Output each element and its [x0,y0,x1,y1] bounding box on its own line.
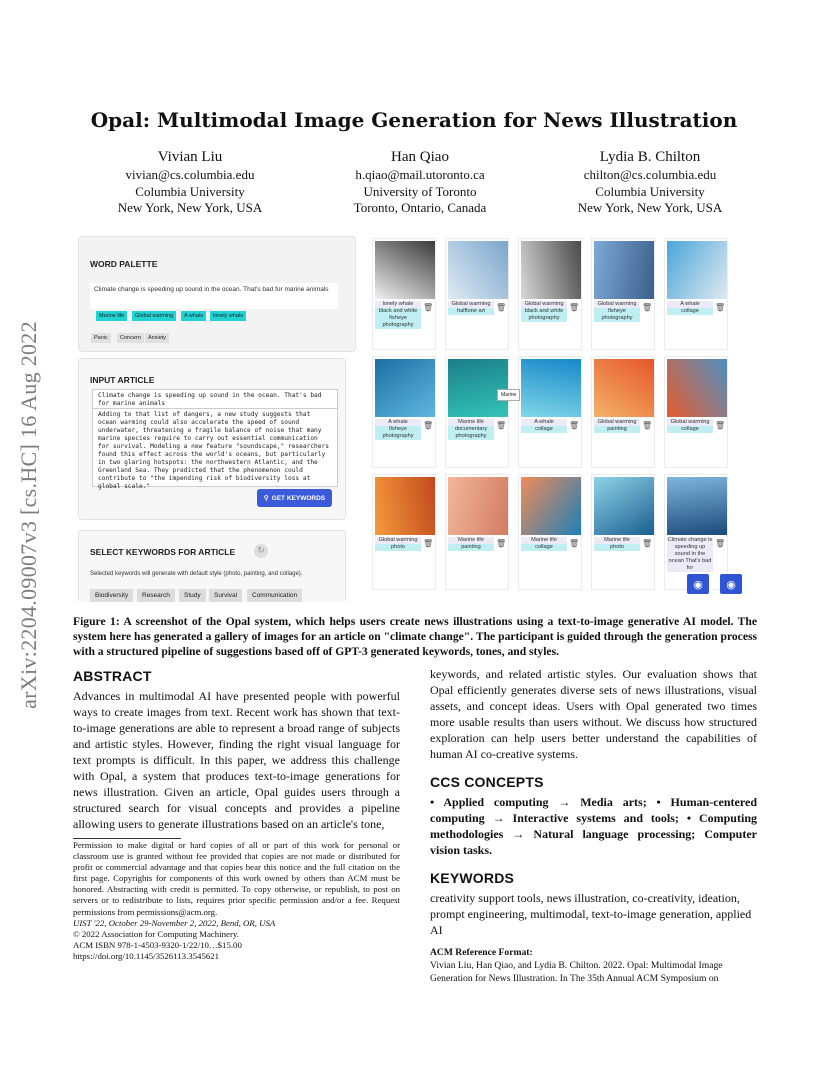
image-style: collage [521,426,567,433]
image-label [521,301,567,322]
generated-image[interactable] [667,241,727,299]
trash-icon[interactable]: 🗑 [423,303,434,312]
get-keywords-button[interactable] [257,489,332,507]
image-label [667,301,713,315]
image-keyword: Global warming [594,419,640,426]
keyword-chip[interactable]: Marine life [96,311,127,321]
generated-image[interactable] [667,477,727,535]
footnote-rule [73,838,181,839]
image-label [521,419,567,433]
image-gallery [372,238,758,602]
figure-screenshot [78,236,758,602]
gallery-card[interactable] [664,474,728,590]
image-label [375,301,421,329]
keywords-heading: KEYWORDS [430,870,515,886]
image-label [594,301,640,322]
image-keyword: Marine life [594,537,640,544]
keyword-tab[interactable]: Survival [209,589,242,602]
tooltip: Marine [497,389,520,401]
abstract-heading: ABSTRACT [73,668,152,684]
gallery-card[interactable] [591,474,655,590]
gallery-card[interactable] [518,356,582,468]
refresh-icon[interactable]: ↻ [254,544,268,558]
right-column [430,666,757,985]
image-keyword: Global warming [594,301,640,308]
trash-icon[interactable]: 🗑 [715,303,726,312]
magic-wand-icon: ⚲ [263,495,269,502]
generated-image[interactable] [448,359,508,417]
image-label [448,537,494,551]
author-location: New York, New York, USA [117,200,263,215]
gallery-card[interactable] [372,238,436,350]
author-name: Lydia B. Chilton [599,149,701,165]
generated-image[interactable] [375,241,435,299]
trash-icon[interactable]: 🗑 [642,303,653,312]
input-article-header: INPUT ARTICLE [90,375,155,385]
word-palette-prompt[interactable]: Climate change is speeding up sound in the ocean. That's bad for marine animals [90,283,338,309]
generated-image[interactable] [594,477,654,535]
trash-icon[interactable]: 🗑 [496,303,507,312]
image-style: collage [521,544,567,551]
image-style: black and white photography [521,308,567,322]
generated-image[interactable] [375,477,435,535]
paper-title: Opal: Multimodal Image Generation for News Illustration [90,108,738,132]
keyword-chip[interactable]: Global warming [132,311,176,321]
author [540,148,760,217]
select-keywords-panel [78,530,346,602]
ccs-heading: CCS CONCEPTS [430,774,544,790]
image-label [448,419,494,440]
author [80,148,300,217]
trash-icon[interactable]: 🗑 [423,539,434,548]
trash-icon[interactable]: 🗑 [496,539,507,548]
generated-image[interactable] [594,359,654,417]
tone-chip[interactable]: Anxiety [145,333,169,343]
image-keyword: A whale [521,419,567,426]
tone-chip[interactable]: Panic [91,333,111,343]
image-keyword: A whale [667,301,713,308]
gallery-card[interactable] [591,356,655,468]
word-palette-header: WORD PALETTE [90,259,158,269]
trash-icon[interactable]: 🗑 [423,421,434,430]
generated-image[interactable] [375,359,435,417]
trash-icon[interactable]: 🗑 [642,421,653,430]
input-article-panel [78,358,346,520]
author-affiliation: Columbia University [595,183,705,199]
generated-image[interactable] [667,359,727,417]
generated-image[interactable] [594,241,654,299]
image-keyword: Global warming [667,419,713,426]
author-affiliation: Columbia University [135,183,245,199]
venue: UIST '22, October 29-November 2, 2022, Bend, OR, USA [73,917,276,928]
image-keyword: Global warming [448,301,494,308]
hide-icon[interactable]: ◉ [687,574,709,594]
gallery-card[interactable] [445,356,509,468]
abstract-text-continued: keywords, and related artistic styles. Our evaluation shows that Opal efficiently generates diverse sets of news illustrations, visual assets, and concept ideas. Users with Opal generated two times more usable results than users without. We discuss how structured exploration can help users better understand the capabilities of human AI co-creative systems. [430,667,757,761]
image-style: fisheye photography [375,426,421,440]
image-style: collage [667,426,713,433]
image-keyword: Marine life [521,537,567,544]
doi-link[interactable]: https://doi.org/10.1145/3526113.3545621 [73,950,220,961]
image-style: painting [448,544,494,551]
abstract-text: Advances in multimodal AI have presented people with powerful ways to create images from text. Recent work has shown that text-to-image generations are able to represent a broad range of subjects and artistic styles. However, finding the right visual language for text prompts is difficult. In this paper, we address this challenge with Opal, a system that produces text-to-image generations for news illustration. Given an article, Opal guides users through a structured search for visual concepts and provides a pipeline allowing users to generate illustrations based on an article's tone, [73,689,400,831]
image-style: photo [375,544,421,551]
gallery-card[interactable] [518,238,582,350]
gallery-card[interactable] [591,238,655,350]
image-style: photo [594,544,640,551]
gallery-card[interactable] [445,474,509,590]
generated-image[interactable] [521,241,581,299]
keyword-tab[interactable]: Biodiversity [90,589,133,602]
trash-icon[interactable]: 🗑 [569,421,580,430]
generated-image[interactable] [448,477,508,535]
isbn: ACM ISBN 978-1-4503-9320-1/22/10…$15.00 [73,939,242,950]
keyword-tab[interactable]: Study [179,589,206,602]
author-email: vivian@cs.columbia.edu [125,167,255,182]
generated-image[interactable] [521,477,581,535]
image-keyword: Climate change is speeding up sound in the ocean That's bad for [667,537,713,571]
image-style: painting [594,426,640,433]
trash-icon[interactable]: 🗑 [569,539,580,548]
trash-icon[interactable]: 🗑 [569,303,580,312]
permission-block [73,840,400,962]
article-body-field[interactable]: Adding to that list of dangers, a new study suggests that ocean warming could also accelerate the speed of sound underwater, threatening a fragile balance of noise that many marine species require to carry out essential communication for survival. Modeling a new feature "soundscape," researchers found this effect across the world's oceans, but particularly in two glaring hotspots: the northwestern Atlantic, and the Greenland Sea. They predicted that the phenomenon could contribute to "the impending risk of biodiversity loss at global scale." [92,408,338,487]
keyword-tab-row [90,589,340,603]
acm-reference-text: Vivian Liu, Han Qiao, and Lydia B. Chilton. 2022. Opal: Multimodal Image Generation for News Illustration. In The 35th Annual ACM Symposium on [430,960,723,984]
image-keyword: Global warming [521,301,567,308]
author-name: Han Qiao [391,149,449,165]
image-label [521,537,567,551]
image-style: fisheye photography [594,308,640,322]
image-label [594,537,640,551]
gallery-card[interactable] [372,356,436,468]
image-keyword: Global warming [375,537,421,544]
image-keyword: Marine life [448,419,494,426]
author-location: New York, New York, USA [577,200,723,215]
keyword-chip[interactable]: lonely whale [210,311,246,321]
image-style: halftone art [448,308,494,315]
image-keyword: Marine life [448,537,494,544]
trash-icon[interactable]: 🗑 [715,539,726,548]
image-style: black and white fisheye photography [375,308,421,329]
author-email: h.qiao@mail.utoronto.ca [355,167,485,182]
trash-icon[interactable]: 🗑 [715,421,726,430]
copyright: © 2022 Association for Computing Machinery. [73,928,239,939]
keyword-tab[interactable]: Communication [247,589,302,602]
tone-chip[interactable]: Concern [117,333,144,343]
image-label [667,419,713,433]
gallery-card[interactable] [518,474,582,590]
arxiv-stamp: arXiv:2204.09007v3 [cs.HC] 16 Aug 2022 [16,321,41,709]
gallery-card[interactable] [372,474,436,590]
get-keywords-label: GET KEYWORDS [271,494,326,502]
image-label [448,301,494,315]
author-block [80,148,760,217]
image-label [375,419,421,440]
keywords-text: creativity support tools, news illustration, co-creativity, ideation, prompt engineering, multimodal, text-to-image generation, applied AI [430,891,752,937]
image-label [375,537,421,551]
image-keyword: lonely whale [375,301,421,308]
author-email: chilton@cs.columbia.edu [583,167,717,182]
gallery-card[interactable] [664,238,728,350]
trash-icon[interactable]: 🗑 [642,539,653,548]
keyword-chip[interactable]: A whale [181,311,206,321]
word-palette-panel [78,236,356,352]
generated-image[interactable] [448,241,508,299]
generated-image[interactable] [521,359,581,417]
author-affiliation: University of Toronto [363,183,477,199]
image-label [594,419,640,433]
author-name: Vivian Liu [157,149,223,165]
image-keyword: A whale [375,419,421,426]
author-location: Toronto, Ontario, Canada [353,200,487,215]
acm-reference-label: ACM Reference Format: [430,947,533,958]
image-style: documentary photography [448,426,494,440]
image-style: collage [667,308,713,315]
permission-notice: Permission to make digital or hard copies of all or part of this work for personal or classroom use is granted without fee provided that copies are not made or distributed for profit or commercial advantage and that copies bear this notice and the full citation on the first page. Copyrights for components of this work owned by others than ACM must be honored. Abstracting with credit is permitted. To copy otherwise, or republish, to post on servers or to redistribute to lists, requires prior specific permission and/or a fee. Request permissions from permissions@acm.org. [73,840,400,917]
article-headline-field[interactable]: Climate change is speeding up sound in the ocean. That's bad for marine animals [92,389,338,409]
gallery-card[interactable] [445,238,509,350]
eye-icon[interactable]: ◉ [720,574,742,594]
trash-icon[interactable]: 🗑 [496,421,507,430]
select-keywords-subtitle: Selected keywords will generate with default style (photo, painting, and collage). [90,571,303,577]
figure-caption: Figure 1: A screenshot of the Opal system, which helps users create news illustrations using a text-to-image generative AI model. The system here has generated a gallery of images for an article on "climate change". The participant is guided through the generation process with a structured pipeline of suggestions based off of GPT-3 generated keywords, tones, and styles. [73,615,757,658]
author [310,148,530,217]
image-label [667,537,713,572]
left-column [73,666,400,832]
select-keywords-header: SELECT KEYWORDS FOR ARTICLE [90,547,236,557]
ccs-text: • Applied computing → Media arts; • Human-centered computing → Interactive systems and tools; • Computing methodologies → Natural language processing; Computer vision tasks. [430,795,757,857]
keyword-tab[interactable]: Research [137,589,175,602]
gallery-card[interactable] [664,356,728,468]
